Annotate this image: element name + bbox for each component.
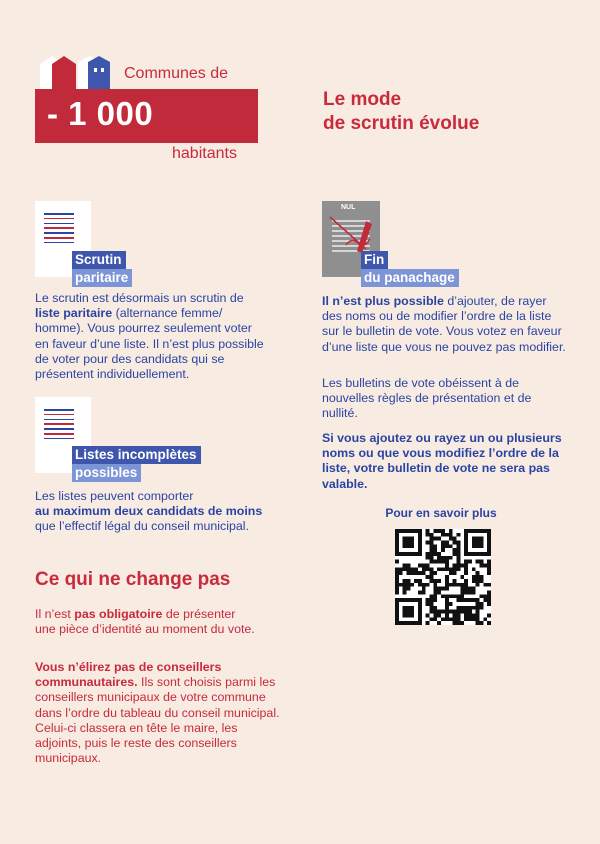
scrutin-heading-line2: paritaire [72,269,132,287]
unchanged-text-1: Il n’est pas obligatoire de présenter une pièce d’identité au moment du vote. [35,607,255,637]
panachage-heading [361,251,459,287]
scrutin-text: Le scrutin est désormais un scrutin de liste paritaire (alternance femme/ homme). Vous pourrez seulement voter en faveur d’une liste. Il n’est plus possible de voter pour des candidats qui se présentent individuellement. [35,291,264,382]
habitants-label: habitants [172,145,237,162]
panachage-text-3: Si vous ajoutez ou rayez un ou plusieurs noms ou que vous modifiez l’ordre de la liste, votre bulletin de vote ne sera pas valable. [322,431,562,491]
more-info-label: Pour en savoir plus [385,506,497,520]
panachage-text-2: Les bulletins de vote obéissent à de nouvelles règles de présentation et de nullité. [322,376,532,421]
listes-heading-line2: possibles [72,464,141,482]
listes-heading [72,446,201,482]
page-title [323,88,479,136]
panachage-text-1: Il n’est plus possible d’ajouter, de rayer des noms ou de modifier l’ordre de la liste sur le bulletin de vote. Vous votez en faveur d’une liste que vous ne pouvez pas modifier. [322,294,566,354]
unchanged-text-2: Vous n’élirez pas de conseillers communautaires. Ils sont choisis parmi les conseillers municipaux de votre commune dans l’ordre du tableau du conseil municipal. Celui-ci classera en tête le maire, les adjoints, puis le reste des conseillers municipaux. [35,660,280,766]
panachage-heading-line2: du panachage [361,269,459,287]
communes-label: Communes de [124,65,229,82]
scrutin-heading [72,251,132,287]
void-ballot-label: NUL [341,204,356,211]
listes-heading-line1: Listes incomplètes [72,446,201,464]
listes-text: Les listes peuvent comporter au maximum deux candidats de moins que l’effectif légal du conseil municipal. [35,489,263,534]
page-title-line2: de scrutin évolue [323,113,480,134]
qr-code[interactable] [395,528,491,626]
page-title-line1: Le mode [323,89,402,110]
population-threshold: - 1 000 [47,95,154,132]
scrutin-heading-line1: Scrutin [72,251,126,269]
unchanged-title: Ce qui ne change pas [35,569,231,590]
panachage-heading-line1: Fin [361,251,388,269]
